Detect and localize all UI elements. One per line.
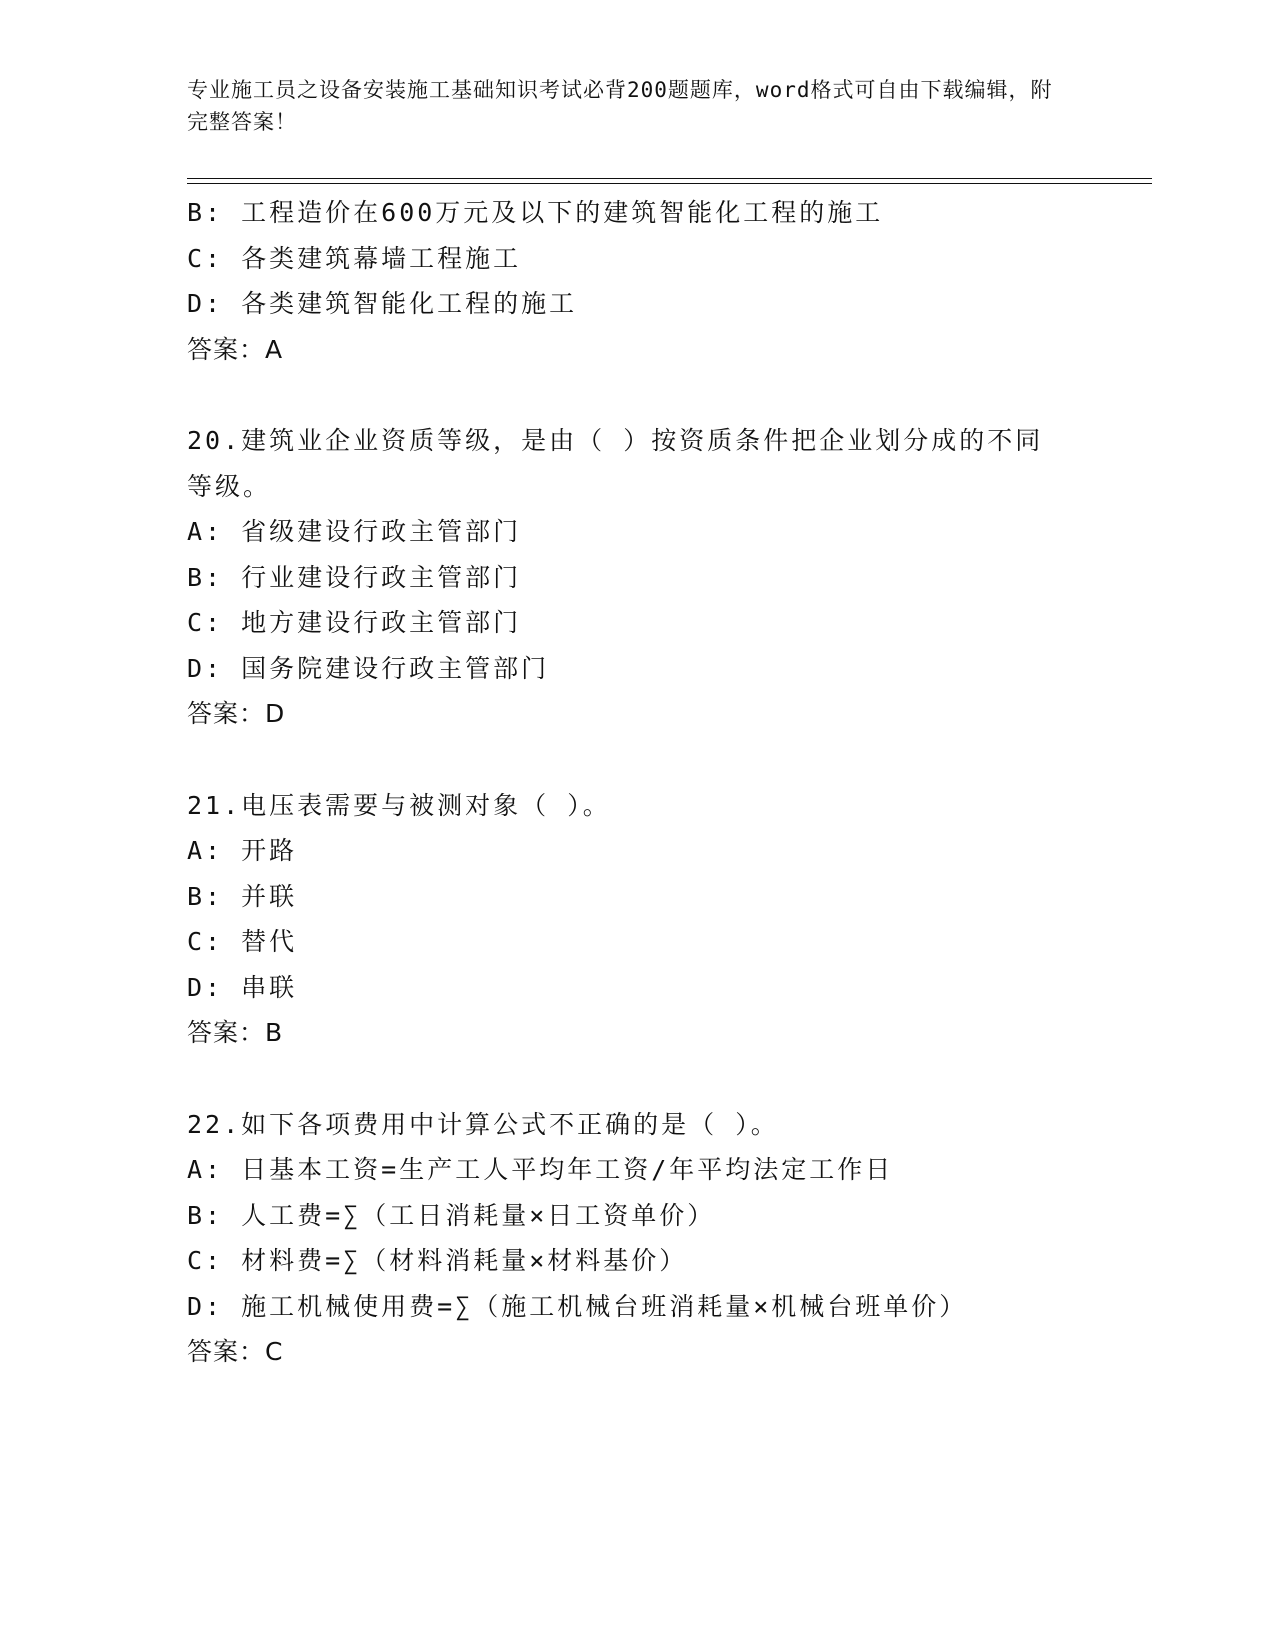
- option-a: A: 省级建设行政主管部门: [187, 517, 522, 546]
- answer: 答案：C: [187, 1337, 284, 1366]
- option-d: D: 国务院建设行政主管部门: [187, 653, 550, 683]
- question-22: [187, 1102, 1087, 1375]
- question-list: [187, 190, 1087, 1375]
- spacer: [187, 737, 1087, 783]
- option-a: A: 开路: [187, 836, 298, 865]
- answer: 答案：A: [187, 334, 284, 364]
- option-c: C: 材料费=∑（材料消耗量×材料基价）: [187, 1246, 688, 1275]
- question-20: [187, 418, 1087, 737]
- question-21: [187, 783, 1087, 1056]
- option-a: A: 日基本工资=生产工人平均年工资/年平均法定工作日: [187, 1155, 894, 1184]
- question-partial: [187, 190, 1087, 372]
- option-b: B: 人工费=∑（工日消耗量×日工资单价）: [187, 1200, 716, 1230]
- option-d: D: 串联: [187, 972, 298, 1002]
- header-divider-bottom: [187, 183, 1152, 184]
- header-divider-top: [187, 178, 1152, 179]
- option-c: C: 替代: [187, 927, 298, 956]
- option-c: C: 各类建筑幕墙工程施工: [187, 243, 522, 273]
- spacer: [187, 1056, 1087, 1102]
- option-b: B: 行业建设行政主管部门: [187, 562, 522, 592]
- option-b: B: 工程造价在600万元及以下的建筑智能化工程的施工: [187, 198, 884, 227]
- option-d: D: 施工机械使用费=∑（施工机械台班消耗量×机械台班单价）: [187, 1291, 968, 1321]
- question-stem: 22.如下各项费用中计算公式不正确的是（ ）。: [187, 1109, 779, 1139]
- question-stem: 21.电压表需要与被测对象（ ）。: [187, 790, 611, 820]
- answer: 答案：D: [187, 699, 286, 728]
- option-d: D: 各类建筑智能化工程的施工: [187, 289, 578, 318]
- spacer: [187, 372, 1087, 418]
- option-c: C: 地方建设行政主管部门: [187, 608, 522, 637]
- option-b: B: 并联: [187, 881, 298, 911]
- question-stem: 20.建筑业企业资质等级，是由（ ）按资质条件把企业划分成的不同等级。: [187, 426, 1044, 501]
- document-header: 专业施工员之设备安装施工基础知识考试必背200题题库，word格式可自由下载编辑，附完整答案！: [187, 78, 1053, 134]
- answer: 答案：B: [187, 1018, 284, 1047]
